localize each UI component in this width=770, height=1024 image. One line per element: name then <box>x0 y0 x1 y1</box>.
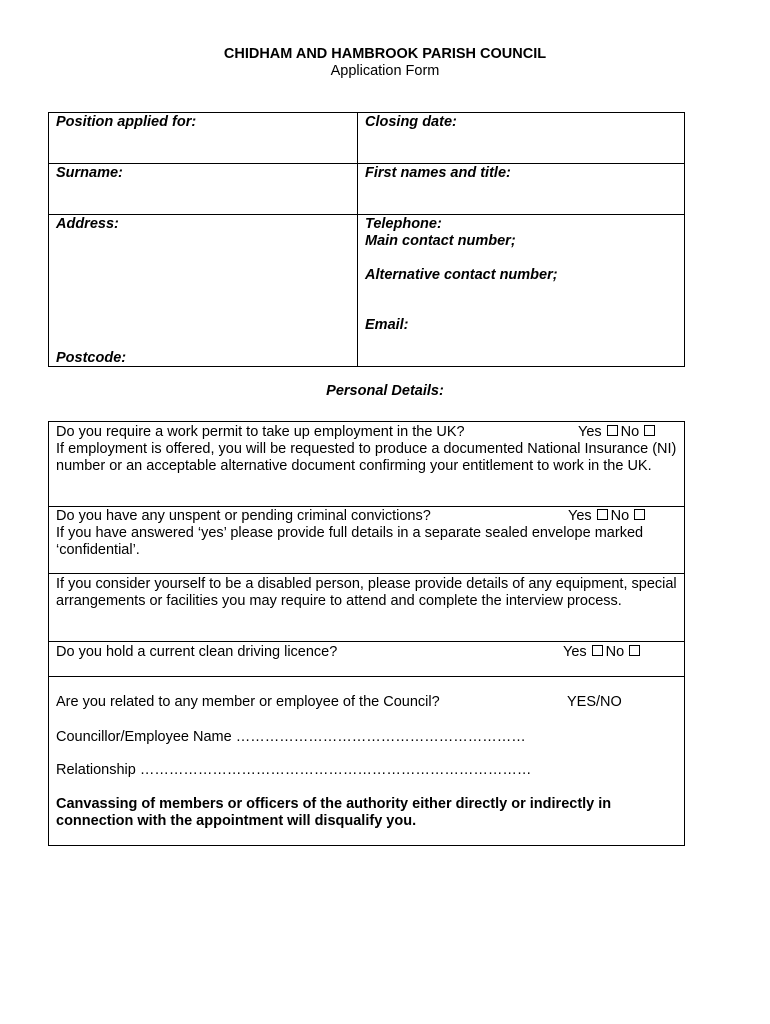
driving-licence-yes-checkbox[interactable] <box>592 645 603 656</box>
convictions-question: Do you have any unspent or pending criminal convictions? <box>56 508 431 524</box>
first-names-field[interactable]: First names and title: <box>365 165 511 181</box>
personal-divider-2 <box>48 573 685 574</box>
yes-label: Yes <box>563 644 587 660</box>
work-permit-yes-checkbox[interactable] <box>607 425 618 436</box>
closing-date-field[interactable]: Closing date: <box>365 114 457 130</box>
councillor-name-field[interactable]: Councillor/Employee Name …………………………………………………… <box>56 729 526 745</box>
work-permit-no-checkbox[interactable] <box>644 425 655 436</box>
yes-label: Yes <box>578 424 602 440</box>
driving-licence-question: Do you hold a current clean driving licence? <box>56 644 338 660</box>
convictions-yes-no <box>568 508 645 525</box>
work-permit-question: Do you require a work permit to take up employment in the UK? <box>56 424 465 440</box>
convictions-note: If you have answered ‘yes’ please provide full details in a separate sealed envelope marked ‘confidential’. <box>56 525 644 558</box>
postcode-field[interactable]: Postcode: <box>56 350 127 366</box>
yes-label: Yes <box>568 508 592 524</box>
related-answer[interactable]: YES/NO <box>567 694 622 710</box>
driving-licence-no-checkbox[interactable] <box>629 645 640 656</box>
personal-divider-1 <box>48 506 685 507</box>
table-divider-row-2 <box>48 214 685 215</box>
disabled-details-text[interactable]: If you consider yourself to be a disabled person, please provide details of any equipment, special arrangements or facilities you may require to attend and complete the interview process. <box>56 576 677 609</box>
no-label: No <box>605 644 625 660</box>
position-applied-field[interactable]: Position applied for: <box>56 114 197 130</box>
personal-divider-3 <box>48 641 685 642</box>
driving-licence-yes-no <box>563 644 640 661</box>
work-permit-yes-no <box>578 424 655 441</box>
surname-field[interactable]: Surname: <box>56 165 123 181</box>
form-title: Application Form <box>330 63 440 79</box>
table-divider-vertical <box>357 112 358 367</box>
address-field[interactable]: Address: <box>56 216 119 232</box>
telephone-label: Telephone: <box>365 216 442 232</box>
personal-details-table <box>48 421 685 846</box>
main-contact-field[interactable]: Main contact number; <box>365 233 516 249</box>
relationship-field[interactable]: Relationship ……………………………………………………………………… <box>56 762 532 778</box>
alternative-contact-field[interactable]: Alternative contact number; <box>365 267 558 283</box>
related-question: Are you related to any member or employee of the Council? <box>56 694 440 710</box>
no-label: No <box>610 508 630 524</box>
convictions-no-checkbox[interactable] <box>634 509 645 520</box>
personal-divider-4 <box>48 676 685 677</box>
personal-details-heading: Personal Details: <box>326 383 444 399</box>
no-label: No <box>620 424 640 440</box>
canvassing-warning: Canvassing of members or officers of the authority either directly or indirectly in connection with the appointment will disqualify you. <box>56 796 612 829</box>
work-permit-note: If employment is offered, you will be requested to produce a documented National Insurance (NI) number or an acceptable alternative document confirming your entitlement to work in the UK. <box>56 441 677 474</box>
email-field[interactable]: Email: <box>365 317 409 333</box>
council-name: CHIDHAM AND HAMBROOK PARISH COUNCIL <box>223 46 547 62</box>
table-divider-row-1 <box>48 163 685 164</box>
convictions-yes-checkbox[interactable] <box>597 509 608 520</box>
